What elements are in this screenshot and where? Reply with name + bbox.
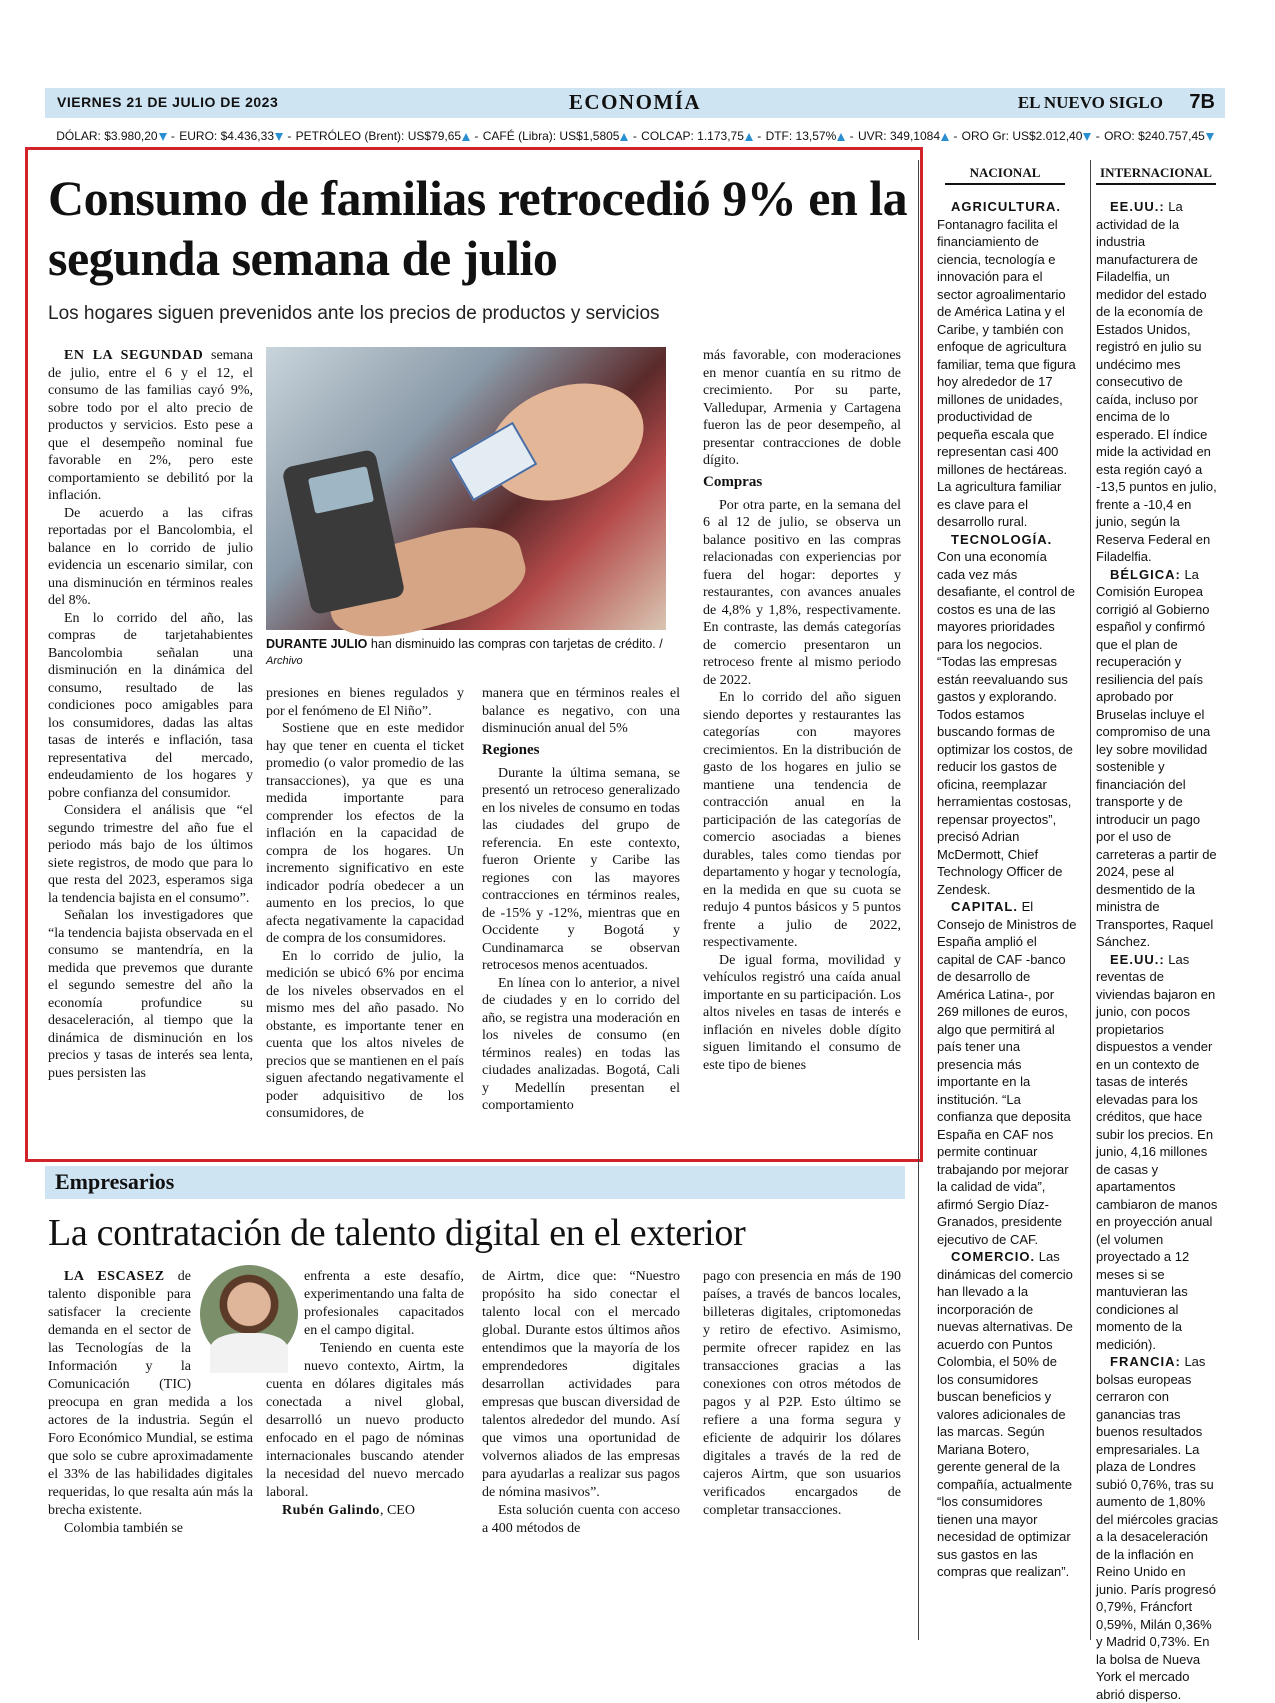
ticker-item: ORO: $240.757,45	[1104, 129, 1214, 143]
brief-item	[937, 198, 1077, 531]
brief-item	[937, 531, 1077, 899]
photo-credit: Archivo	[266, 655, 303, 667]
brief-text: Fontanagro facilita el financiamiento de ciencia, tecnología e innovación para el sector agroalimentario de América Latina y el Caribe, y también con enfoque de agricultura familiar, tema que figura hoy alrededor de 17 millones de unidades, productividad de pequeña escala que representan casi 400 millones de hectáreas. La agricultura familiar es clave para el desarrollo rural.	[937, 216, 1076, 529]
ticker-item: DTF: 13,57%	[766, 129, 846, 143]
brief-text: Las bolsas europeas cerraron con ganancias tras buenos resultados empresariales. La plaza de Londres subió 0,76%, tras su aumento de 1,80% del miércoles gracias a la desaceleración de la inflación en Reino Unido en junio. París progresó 0,79%, Fráncfort 0,59%, Milán 0,36% y Madrid 0,73%. En la bolsa de Nueva York el mercado abrió disperso.	[1096, 1354, 1219, 1702]
article-headline: Consumo de familias retrocedió 9% en la segunda semana de julio	[48, 170, 908, 286]
paragraph: En lo corrido de julio, la medición se ubicó 6% por encima de los niveles observados en el mismo mes del año pasado. No obstante, es importante tener en cuenta que los altos niveles de precios que se mantienen en el país siguen afectando negativamente el poder adquisitivo de los consumidores, de	[266, 948, 464, 1121]
brief-item	[1096, 951, 1220, 1354]
subheading: Compras	[703, 473, 763, 490]
paragraph: En línea con lo anterior, a nivel de ciudades y en lo corrido del año, se registra una moderación en los niveles de consumo (en términos reales) en todas las ciudades analizadas. Bogotá, Cali y Medellín presentan el comportamiento	[482, 975, 680, 1113]
paragraph: presiones en bienes regulados y por el fenómeno de El Niño”.	[266, 686, 464, 719]
paragraph: Sostiene que en este medidor hay que tener en cuenta el ticket promedio (o valor promedio de las transacciones), ya que es una medida importante para comprender los efectos de la inflación en la capacidad de compra de los hogares. Un incremento significativo en este indicador podría obedecer a un aumento en los precios, lo que afecta negativamente la capacidad de compra de los consumidores.	[266, 721, 464, 946]
ticker-item: PETRÓLEO (Brent): US$79,65	[296, 129, 470, 143]
nacional-heading: NACIONAL	[945, 165, 1065, 185]
paragraph: Esta solución cuenta con acceso a 400 métodos de	[482, 1503, 680, 1536]
subheading: Regiones	[482, 741, 540, 758]
brief-text: El Consejo de Ministros de España amplió el capital de CAF -banco de desarrollo de América Latina-, por 269 millones de euros, algo que permitirá al país tener una presencia más importante en la institución. “La confianza que deposita España en CAF nos permite continuar trabajando por mejorar la calidad de vida”, afirmó Sergio Díaz-Granados, presidente ejecutivo de CAF.	[937, 899, 1077, 1247]
paragraph: Por otra parte, en la semana del 6 al 12 de julio, se observa un balance positivo en las compras relacionadas con experiencias por fuera del hogar: deportes y restaurantes, con avances anuales de 4,8% y 1,8%, respectivamente. En contraste, las demás categorías de comercio presentaron un retroceso frente al mismo periodo de 2022.	[703, 497, 901, 688]
article2-column-2: enfrenta a este desafío, experimentando una falta de profesionales capacitados en el campo digital. Teniendo en cuenta este nuevo contexto, Airtm, la cuenta en dólares digitales más conectada a nivel global, desarrolló un nuevo producto enfocado en el pago de nóminas internacionales buscando atender la necesidad del nuevo mercado laboral. Rubén Galindo, CEO	[266, 1269, 464, 1518]
section-band	[45, 1166, 905, 1199]
article-photo	[266, 347, 666, 630]
arrow-up-icon	[462, 133, 470, 141]
paragraph: Colombia también se	[64, 1521, 183, 1536]
arrow-up-icon	[941, 133, 949, 141]
arrow-down-icon	[275, 133, 283, 141]
paragraph: de talento disponible para satisfacer la creciente demanda en el sector de las Tecnologías de la Información y la Comunicación (TIC) preocupa en gran medida a los actores de la industria. Según el Foro Económico Mundial, se estima que solo se cubre aproximadamente el 33% de las habilidades digitales requeridas, lo que resalta aún más la brecha existente.	[48, 1269, 253, 1518]
paragraph: De igual forma, movilidad y vehículos registró una caída anual importante en su participación. Los altos niveles en tasas de interés e inflación en niveles doble dígito siguen limitando el consumo de este tipo de bienes	[703, 952, 901, 1073]
brief-text: Las dinámicas del comercio han llevado a la incorporación de nuevas alternativas. De acuerdo con Puntos Colombia, el 50% de los consumidores buscan beneficios y valores adicionales de las marcas. Según Mariana Botero, gerente general de la compañía, actualmente “los consumidores tienen una mayor necesidad de optimizar sus gastos en las compras que realizan”.	[937, 1249, 1073, 1579]
arrow-up-icon	[837, 133, 845, 141]
article-column-1	[48, 347, 253, 1147]
article2-column-4	[703, 1268, 901, 1643]
brief-item	[1096, 1353, 1220, 1703]
paragraph: enfrenta a este desafío, experimentando una falta de profesionales capacitados en el campo digital.	[304, 1269, 464, 1338]
brief-label: EE.UU.:	[1110, 951, 1165, 967]
paragraph: En lo corrido del año siguen siendo deportes y restaurantes las categorías con mayores crecimientos. En la distribución de gasto de los hogares en julio se mantiene una tendencia de contracción anual en la participación de las categorías de comercio asociadas a bienes durables, tales como tiendas por departamento y hogar y tecnología, en la medida en que su cuota se redujo 4 puntos básicos y 5 puntos frente a julio de 2022, respectivamente.	[703, 690, 901, 950]
header-bar	[45, 88, 1225, 118]
section-title: ECONOMÍA	[568, 90, 702, 114]
article-column-4	[703, 347, 901, 1152]
internacional-briefs	[1096, 198, 1220, 1702]
arrow-up-icon	[745, 133, 753, 141]
brief-text: Las reventas de viviendas bajaron en junio, con pocos propietarios dispuestos a vender en un contexto de tasas de interés elevadas para los créditos, que hace subir los precios. En junio, 4,16 millones de casas y apartamentos cambiaron de manos en proyección anual (el volumen proyectado a 12 meses si se mantuvieran las condiciones al momento de la medición).	[1096, 951, 1218, 1352]
article-column-3	[482, 685, 680, 1150]
paragraph: Considera el análisis que “el segundo trimestre del año fue el periodo más bajo de los últimos siete registros, de modo que para lo que resta del 2023, esperamos siga la tendencia bajista en el consumo”.	[48, 803, 253, 906]
ticker-item: UVR: 349,1084	[858, 129, 949, 143]
article2-column-3	[482, 1268, 680, 1643]
brief-item	[937, 1248, 1077, 1581]
brief-label: EE.UU.:	[1110, 199, 1165, 214]
section-band-label: Empresarios	[55, 1169, 175, 1194]
column-rule	[918, 160, 919, 1640]
ticker-item: DÓLAR: $3.980,20	[56, 129, 166, 143]
article2-headline: La contratación de talento digital en el exterior	[48, 1212, 746, 1254]
brief-label: COMERCIO.	[951, 1249, 1036, 1264]
paragraph: Teniendo en cuenta este nuevo contexto, Airtm, la cuenta en dólares digitales más conectada a nivel global, desarrolló un nuevo producto enfocado en el pago de nóminas internacionales buscando atender la necesidad del nuevo mercado laboral.	[266, 1341, 464, 1500]
article-column-2	[266, 685, 464, 1150]
arrow-down-icon	[1083, 133, 1091, 141]
market-ticker: DÓLAR: $3.980,20 - EURO: $4.436,33 - PETRÓLEO (Brent): US$79,65 - CAFÉ (Libra): US$1,5805 - COLCAP: 1.173,75 - DTF: 13,57% - UVR: 349,1084 - ORO Gr: US$2.012,40 - ORO: $240.757,45	[45, 129, 1225, 143]
arrow-up-icon	[620, 133, 628, 141]
photo-caption: DURANTE JULIO han disminuido las compras con tarjetas de crédito. / Archivo	[266, 637, 663, 667]
paragraph: más favorable, con moderaciones en menor cuantía en su ritmo de crecimiento. Por su parte, Valledupar, Armenia y Cartagena fueron las de peor desempeño, al presentar contracciones de doble dígito.	[703, 348, 901, 468]
brief-item	[1096, 566, 1220, 951]
brief-text: La actividad de la industria manufacturera de Filadelfia, un medidor del estado de la economía de Estados Unidos, registró en julio su undécimo mes consecutivo de caída, incluso por encima de lo esperado. El índice mide la actividad en esta región cayó a -13,5 puntos en julio, frente a -10,4 en junio, según la Reserva Federal en Filadelfia.	[1096, 199, 1217, 564]
paragraph: pago con presencia en más de 190 países, a través de bancos locales, billeteras digitales, criptomonedas y retiro de efectivo. Asimismo, permite ofrecer rapidez en las transacciones gracias a las conexiones con otros métodos de pagos y al P2P. Esto último se refiere a una forma segura y eficiente de adquirir los dólares digitales a través de la red de cajeros Airtm, que son usuarios verificados encargados de completar transacciones.	[703, 1269, 901, 1518]
lead-in: EN LA SEGUNDAD	[64, 348, 204, 363]
issue-date: VIERNES 21 DE JULIO DE 2023	[57, 94, 279, 110]
newspaper-name: EL NUEVO SIGLO	[1017, 93, 1163, 112]
brief-text: La Comisión Europea corrigió al Gobierno español y confirmó que el plan de recuperación y resiliencia del país aprobado por Bruselas incluye el compromiso de una ley sobre movilidad sostenible y financiación del transporte y de introducir un pago por el uso de carreteras a partir de 2024, pese al desmentido de la ministra de Transportes, Raquel Sánchez.	[1096, 566, 1217, 949]
nacional-briefs	[937, 198, 1077, 1638]
brief-item	[1096, 198, 1220, 566]
arrow-down-icon	[1206, 133, 1214, 141]
paragraph: manera que en términos reales el balance es negativo, con una disminución anual del 5%	[482, 686, 680, 736]
ticker-item: ORO Gr: US$2.012,40	[962, 129, 1092, 143]
paragraph: De acuerdo a las cifras reportadas por el Bancolombia, el balance en lo corrido de julio evidencia un escenario similar, con una disminución en términos reales del 8%.	[48, 505, 253, 608]
brief-item	[937, 898, 1077, 1248]
brief-label: BÉLGICA:	[1110, 566, 1181, 582]
ticker-item: COLCAP: 1.173,75	[641, 129, 753, 143]
paragraph: En lo corrido del año, las compras de tarjetahabientes Bancolombia señalan una disminución en la dinámica del consumo, resultado de las condiciones poco amigables para los consumidores, dadas las altas tasas de interés e inflación, tasa representativa del mercado, endeudamiento de los hogares y pobre confianza del consumidor.	[48, 610, 253, 801]
brief-label: TECNOLOGÍA.	[951, 531, 1053, 547]
author-name: Rubén Galindo	[282, 1503, 380, 1518]
brief-label: CAPITAL.	[951, 899, 1018, 914]
paragraph: Durante la última semana, se presentó un retroceso generalizado en los niveles de consumo en todas las ciudades del grupo de referencia. En este contexto, fueron Oriente y Caribe las regiones con las mayores contracciones en términos reales, de -15% y -12%, mientras que en Occidente y Bogotá y Cundinamarca se observan retrocesos menos acentuados.	[482, 765, 680, 973]
lead-in: LA ESCASEZ	[64, 1269, 165, 1284]
paragraph: de Airtm, dice que: “Nuestro propósito ha sido conectar el talento local con el mercado global. Durante estos últimos años entendimos que la mayoría de los emprendedores digitales desarrollan actividades para empresas que buscan diversidad de talentos alrededor del mundo. Así que vimos una oportunidad de volvernos aliados de las empresas para ayudarlas a realizar sus pagos de nómina masivos”.	[482, 1269, 680, 1500]
article-subhead: Los hogares siguen prevenidos ante los precios de productos y servicios	[48, 303, 660, 324]
brief-label: FRANCIA:	[1110, 1354, 1181, 1369]
paragraph: Señalan los investigadores que “la tendencia bajista observada en el consumo se mantendría, en la medida que prevemos que durante el segundo semestre del año la economía profundice su desaceleración, al tiempo que la dinámica de disminución en los precios y tasas de interés sea lenta, pues persisten las	[48, 908, 253, 1081]
ticker-item: EURO: $4.436,33	[179, 129, 283, 143]
paragraph: semana de julio, entre el 6 y el 12, el consumo de las familias cayó 9%, sobre todo por el alto precio de productos y servicios. Esto pese a que el desempeño nominal fue favorable en 2%, pero este comportamiento se debilitó por la inflación.	[48, 348, 253, 503]
column-rule	[1090, 160, 1091, 1640]
brief-label: AGRICULTURA.	[951, 199, 1061, 214]
ticker-item: CAFÉ (Libra): US$1,5805	[483, 129, 629, 143]
article2-column-1	[48, 1268, 253, 1643]
brief-text: Con una economía cada vez más desafiante, el control de costos es una de las mayores prioridades para los negocios. “Todas las empresas están reevaluando sus gastos y explorando. Todos estamos buscando formas de optimizar los costos, de reducir los gastos de oficina, reemplazar herramientas costosas, repensar proyectos”, precisó Adrian McDermott, Chief Technology Officer de Zendesk.	[937, 549, 1076, 897]
internacional-heading: INTERNACIONAL	[1096, 165, 1216, 185]
page-number: 7B	[1189, 91, 1215, 113]
arrow-down-icon	[159, 133, 167, 141]
